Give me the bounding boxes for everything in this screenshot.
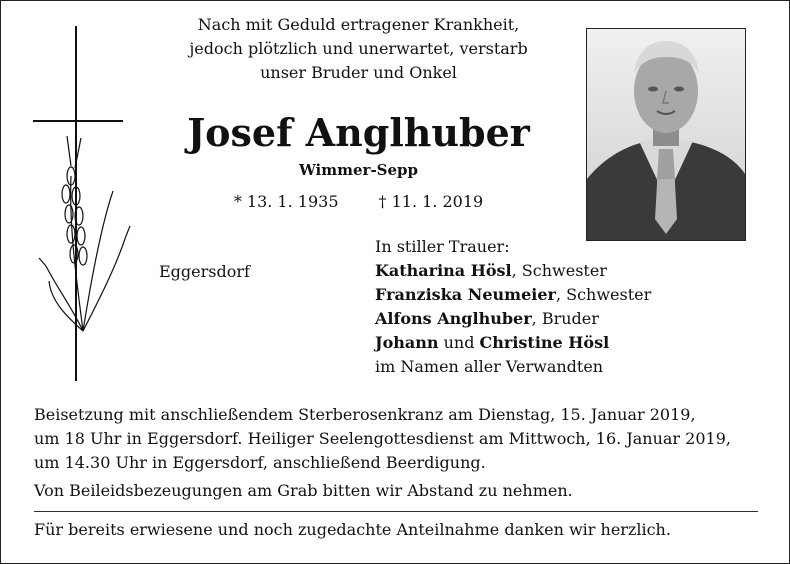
mourner-row xyxy=(375,283,651,307)
notice-line: um 18 Uhr in Eggersdorf. Heiliger Seelengottesdienst am Mittwoch, 16. Januar 2019, xyxy=(34,429,731,448)
intro-line: jedoch plötzlich und unerwartet, verstarb xyxy=(189,39,528,58)
mourner-name: Franziska Neumeier xyxy=(375,285,556,304)
condolence-request: Von Beileidsbezeugungen am Grab bitten wir Abstand zu nehmen. xyxy=(34,481,573,500)
mourner-role: , Bruder xyxy=(531,309,599,328)
mourners-closing: im Namen aller Verwandten xyxy=(375,357,604,376)
thanks-text: Für bereits erwiesene und noch zugedachte Anteilnahme danken wir herzlich. xyxy=(34,520,671,539)
funeral-notice xyxy=(34,403,764,503)
deceased-nickname: Wimmer-Sepp xyxy=(298,161,419,179)
intro-text xyxy=(161,13,556,85)
mourner-row xyxy=(375,331,651,355)
death-date: † 11. 1. 2019 xyxy=(378,192,484,211)
mourner-row xyxy=(375,307,651,331)
birth-date: * 13. 1. 1935 xyxy=(233,192,339,211)
mourner-name: Alfons Anglhuber xyxy=(375,309,532,328)
notice-line: um 14.30 Uhr in Eggersdorf, anschließend Beerdigung. xyxy=(34,453,486,472)
mourner-name: Christine Hösl xyxy=(479,333,610,352)
mourner-row xyxy=(375,259,651,283)
mourners-list xyxy=(375,235,651,379)
mourner-conjunction: und xyxy=(438,333,480,352)
place-of-residence: Eggersdorf xyxy=(159,262,250,281)
deceased-name: Josef Anglhuber xyxy=(187,110,530,155)
mourner-role: , Schwester xyxy=(555,285,652,304)
intro-line: Nach mit Geduld ertragener Krankheit, xyxy=(197,15,520,34)
portrait-image xyxy=(587,29,745,240)
mourner-role: , Schwester xyxy=(511,261,607,280)
mourner-name: Katharina Hösl xyxy=(375,261,512,280)
mourners-heading: In stiller Trauer: xyxy=(375,237,510,256)
life-dates xyxy=(161,192,556,211)
intro-line: unser Bruder und Onkel xyxy=(260,63,457,82)
portrait-photo xyxy=(586,28,746,241)
notice-line: Beisetzung mit anschließendem Sterberosenkranz am Dienstag, 15. Januar 2019, xyxy=(34,405,696,424)
cross-with-wheat-icon xyxy=(31,26,131,381)
mourner-name: Johann xyxy=(375,333,439,352)
divider xyxy=(34,511,758,512)
